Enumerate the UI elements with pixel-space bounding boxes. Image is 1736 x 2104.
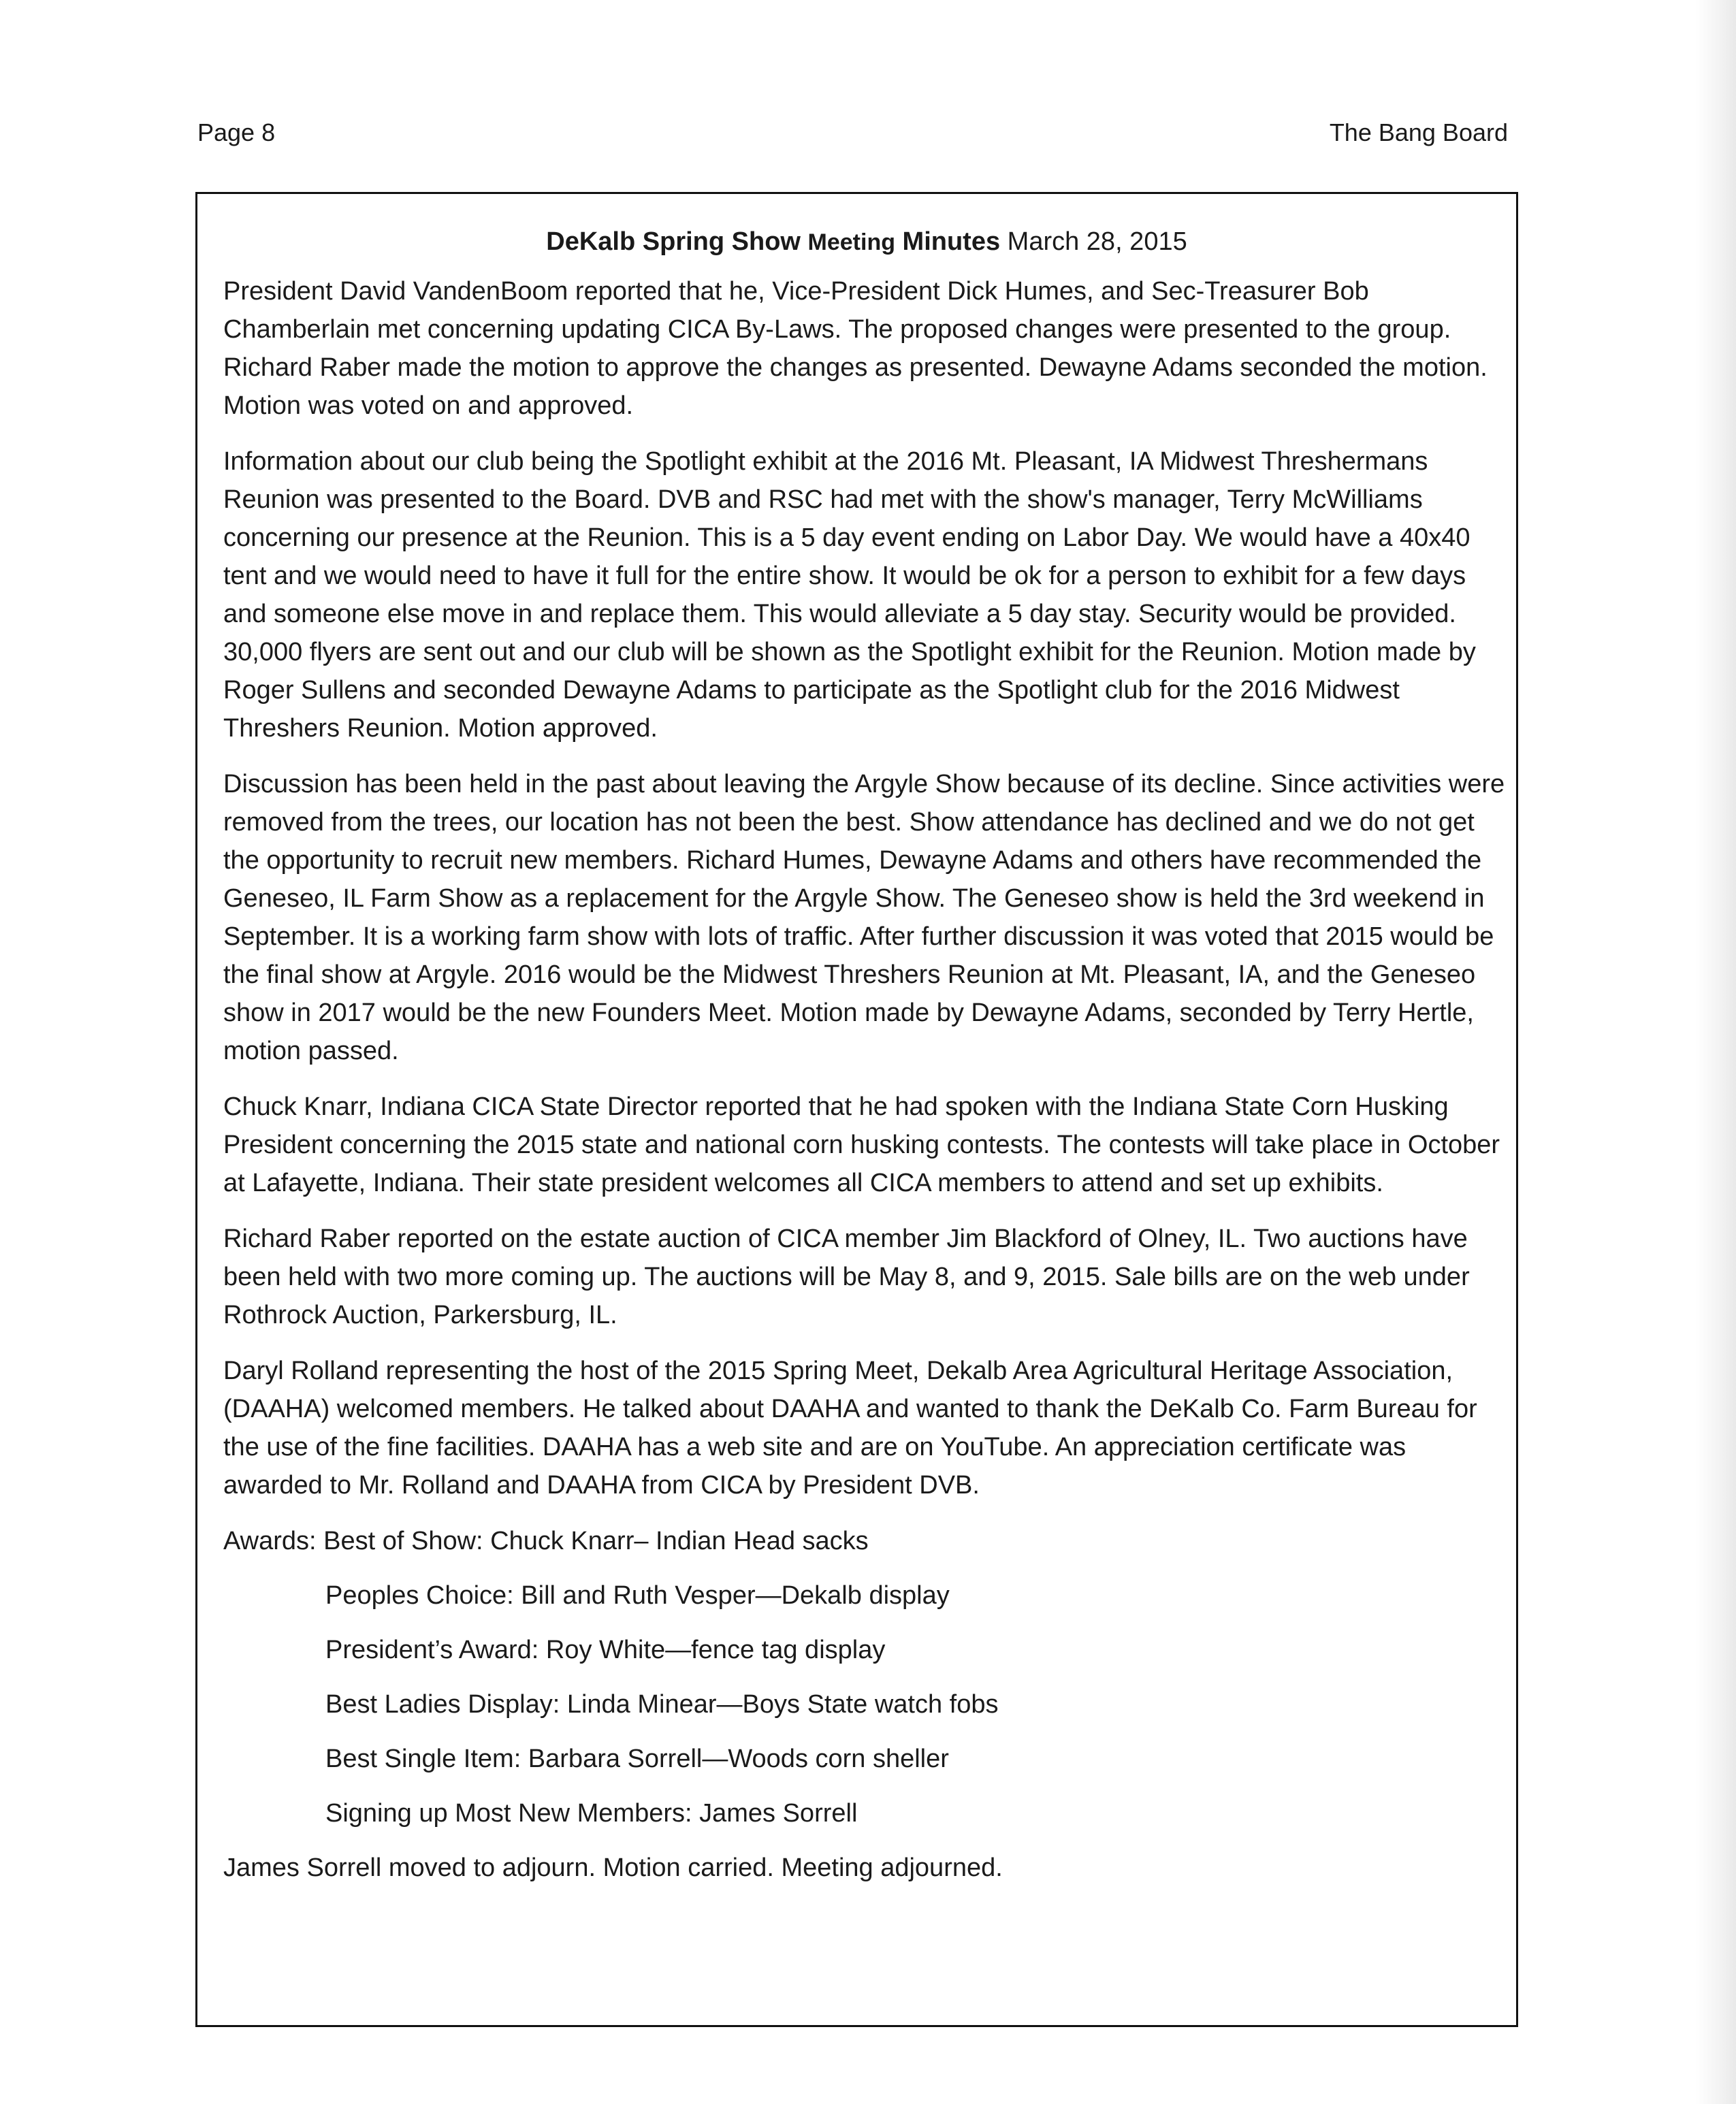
closing-statement: James Sorrell moved to adjourn. Motion carried. Meeting adjourned. [223, 1854, 1003, 1882]
award-best-ladies-display: Best Ladies Display: Linda Minear—Boys State watch fobs [325, 1690, 999, 1719]
paragraph-bylaws: President David VandenBoom reported that he, Vice-President Dick Humes, and Sec-Treasurer Bob Chamberlain met concerning updating CICA By-Laws. The proposed changes were presented to the group. Richard Raber made the motion to approve the changes as presented. Dewayne Adams seconded the motion. Motion was voted on and approved. [223, 277, 1488, 420]
paragraph-corn-husking: Chuck Knarr, Indiana CICA State Director reported that he had spoken with the Indiana State Corn Husking President concerning the 2015 state and national corn husking contests. The contests will take place in October at Lafayette, Indiana. Their state president welcomes all CICA members to attend and set up exhibits. [223, 1093, 1500, 1197]
awards-intro: Awards: Best of Show: Chuck Knarr– Indian Head sacks [223, 1527, 869, 1555]
minutes-date: March 28, 2015 [1000, 227, 1187, 256]
publication-title: The Bang Board [1329, 118, 1508, 146]
title-bold-3: Minutes [895, 227, 1001, 256]
title-bold-1: DeKalb Spring Show [546, 227, 808, 256]
award-presidents: President’s Award: Roy White—fence tag display [325, 1636, 886, 1664]
minutes-box [195, 192, 1518, 2027]
paragraph-auction: Richard Raber reported on the estate auction of CICA member Jim Blackford of Olney, IL. Two auctions have been held with two more coming up. The auctions will be May 8, and 9, 2015. Sale bills are on the web under Rothrock Auction, Parkersburg, IL. [223, 1225, 1470, 1329]
paragraph-daaha: Daryl Rolland representing the host of the 2015 Spring Meet, Dekalb Area Agricultural Heritage Association, (DAAHA) welcomed members. He talked about DAAHA and wanted to thank the DeKalb Co. Farm Bureau for the use of the fine facilities. DAAHA has a web site and are on YouTube. An appreciation certificate was awarded to Mr. Rolland and DAAHA from CICA by President DVB. [223, 1357, 1477, 1500]
award-most-new-members: Signing up Most New Members: James Sorrell [325, 1799, 858, 1828]
award-peoples-choice: Peoples Choice: Bill and Ruth Vesper—Dekalb display [325, 1581, 950, 1610]
paragraph-argyle: Discussion has been held in the past about leaving the Argyle Show because of its decline. Since activities were removed from the trees, our location has not been the best. Show attendance has declined and we do not get the opportunity to recruit new members. Richard Humes, Dewayne Adams and others have recommended the Geneseo, IL Farm Show as a replacement for the Argyle Show. The Geneseo show is held the 3rd weekend in September. It is a working farm show with lots of traffic. After further discussion it was voted that 2015 would be the final show at Argyle. 2016 would be the Midwest Threshers Reunion at Mt. Pleasant, IA, and the Geneseo show in 2017 would be the new Founders Meet. Motion made by Dewayne Adams, seconded by Terry Hertle, motion passed. [223, 770, 1505, 1065]
minutes-content [223, 223, 1510, 1887]
award-best-single-item: Best Single Item: Barbara Sorrell—Woods corn sheller [325, 1745, 949, 1773]
page-edge-shadow [1695, 0, 1736, 2104]
title-bold-2: Meeting [807, 229, 895, 255]
paragraph-spotlight: Information about our club being the Spotlight exhibit at the 2016 Mt. Pleasant, IA Midwest Threshermans Reunion was presented to the Board. DVB and RSC had met with the show's manager, Terry McWilliams concerning our presence at the Reunion. This is a 5 day event ending on Labor Day. We would have a 40x40 tent and we would need to have it full for the entire show. It would be ok for a person to exhibit for a few days and someone else move in and replace them. This would alleviate a 5 day stay. Security would be provided. 30,000 flyers are sent out and our club will be shown as the Spotlight exhibit for the Reunion. Motion made by Roger Sullens and seconded Dewayne Adams to participate as the Spotlight club for the 2016 Midwest Threshers Reunion. Motion approved. [223, 447, 1476, 743]
minutes-title [223, 223, 1510, 261]
page-number: Page 8 [197, 118, 276, 146]
